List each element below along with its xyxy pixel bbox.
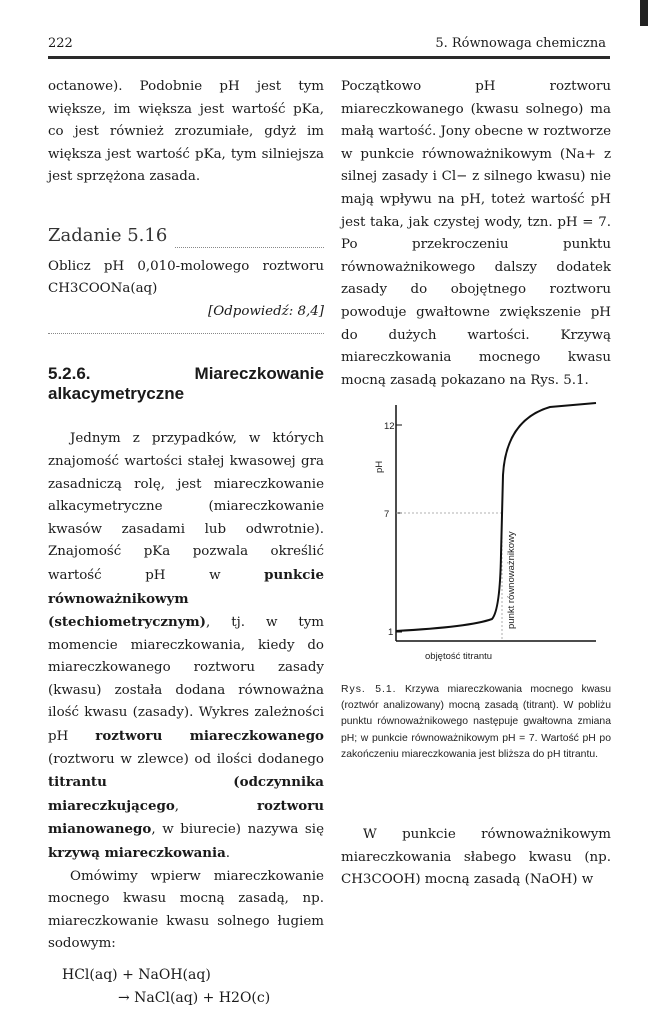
x-axis-label: objętość titrantu — [425, 651, 493, 662]
p1-text-2: , tj. w tym momencie miareczkowania, kiedy do miareczkowanego roztworu zasady (kwasu) została dodana równoważna ilość kwasu (zasady). Wykres zależności pH — [48, 615, 324, 745]
p1-text-6: . — [225, 846, 231, 862]
titration-description: Początkowo pH roztworu miareczkowanego (kwasu solnego) ma małą wartość. Jony obecne w roztworze w punkcie równoważnikowym (Na+ z silnej zasady i Cl− z silnego kwasu) nie mają wpływu na pH, toteż wartość pH jest taka, jak czystej wody, tzn. pH = 7. Po przekroczeniu punktu równoważnikowego dalszy dodatek zasady do obojętnego roztworu powoduje gwałtowne zwiększenie pH do dużych wartości. Krzywą miareczkowania mocnego kwasu mocną zasadą pokazano na Rys. 5.1. — [341, 79, 611, 388]
intro-paragraph: octanowe). Podobnie pH jest tym większe, im większa jest wartość pKa, co jest również zrozumiałe, gdyż im większa jest wartość pKa, tym silniejsza jest sprzężona zasada. — [48, 79, 324, 185]
titration-curve-figure — [350, 395, 610, 675]
weak-acid-paragraph: W punkcie równoważnikowym miareczkowania słabego kwasu (np. CH3COOH) mocną zasadą (NaOH) w — [341, 827, 611, 888]
term-titrated-solution: roztworu miareczkowanego — [95, 728, 324, 745]
term-standard-solution: roztworu mianowanego — [48, 797, 324, 838]
exercise-text: Oblicz pH 0,010-molowego roztworu CH3COONa(aq) — [48, 258, 324, 297]
exercise-separator — [48, 333, 324, 334]
figure-caption — [341, 682, 611, 763]
left-column — [48, 76, 324, 1009]
p1-text-4: , — [174, 798, 257, 814]
y-axis-label: pH — [374, 460, 385, 473]
term-equivalence-point: punkcie równoważnikowym (stechiometrycznym) — [48, 566, 324, 631]
tick-label-12: 12 — [384, 421, 395, 432]
section-title: Miareczkowanie alkacymetryczne — [48, 364, 324, 404]
term-titrant: titrantu (odczynnika miareczkującego — [48, 774, 324, 814]
caption-text: Krzywa miareczkowania mocnego kwasu (roztwór analizowany) mocną zasadą (titrant). W pobliżu punktu równoważnikowego następuje gwałtowna zmiana pH; w punkcie równoważnikowym pH = 7. Wartość pH po zakończeniu miareczkowania jest bliższa do pH titrantu. — [341, 684, 612, 760]
tick-label-7: 7 — [384, 509, 390, 520]
equivalence-point-label: punkt równoważnikowy — [506, 531, 517, 629]
exercise-box — [48, 225, 324, 334]
page-corner-mark — [640, 0, 648, 26]
titration-curve — [396, 403, 596, 631]
term-titration-curve: krzywą miareczkowania — [48, 845, 226, 862]
right-column — [341, 76, 611, 392]
p1-text-1: Jednym z przypadków, w których znajomość wartości stałej kwasowej gra zasadniczą rolę, jest miareczkowanie alkacymetryczne (miareczkowanie kwasów zasadami lub odwrotnie). Znajomość pKa pozwala określić wartość pH w — [48, 431, 324, 583]
exercise-title: Zadanie 5.16 — [48, 224, 168, 246]
titration-paragraph — [48, 428, 324, 865]
tick-label-1: 1 — [388, 627, 394, 638]
p1-text-5: , w biurecie) nazywa się — [151, 822, 324, 838]
equation-line-2: → NaCl(aq) + H2O(c) — [118, 989, 271, 1006]
exercise-title-rule — [175, 235, 324, 248]
page-number: 222 — [48, 36, 73, 51]
exercise-answer: [Odpowiedź: 8,4] — [208, 303, 324, 319]
strong-acid-paragraph: Omówimy wpierw miareczkowanie mocnego kwasu mocną zasadą, np. miareczkowanie kwasu solnego ługiem sodowym: — [48, 868, 324, 952]
section-number: 5.2.6. — [48, 364, 91, 384]
p1-text-3: (roztworu w zlewce) od ilości dodanego — [48, 751, 324, 767]
chapter-title: 5. Równowaga chemiczna — [435, 36, 606, 51]
header-rule — [48, 56, 610, 59]
section-heading — [48, 364, 324, 404]
equation-line-1: HCl(aq) + NaOH(aq) — [62, 967, 211, 983]
right-column-bottom — [341, 824, 611, 892]
caption-label: Rys. 5.1. — [341, 684, 397, 695]
exercise-header — [48, 225, 324, 248]
